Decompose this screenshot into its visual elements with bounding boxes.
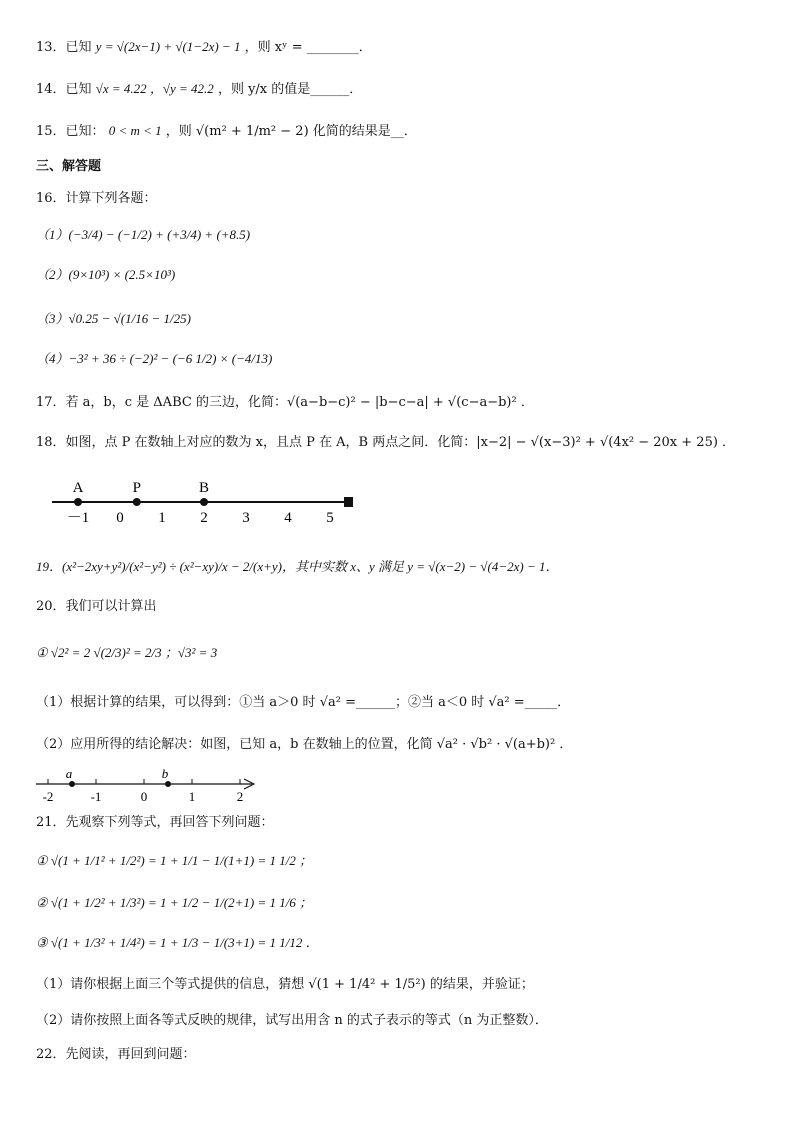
q20-point-label: b	[161, 766, 169, 781]
q20-tick-label: -1	[90, 789, 102, 804]
q14-expression: √x = 4.22 ，√y = 42.2	[95, 81, 214, 96]
q14-prefix: 14．已知	[36, 82, 92, 97]
question-22: 22．先阅读，再回到问题：	[36, 1047, 196, 1062]
q13-expression: y = √(2x−1) + √(1−2x) − 1	[95, 39, 241, 54]
q14-suffix: ，则 y/x 的值是______．	[217, 82, 363, 97]
q20-tick-label: 0	[140, 789, 148, 804]
q18-tick-label: 0	[116, 510, 124, 526]
q18-tick-label: 5	[326, 510, 334, 526]
q20-part-2: （2）应用所得的结论解决：如图，已知 a，b 在数轴上的位置，化简 √a² · √b² · √(a+b)² ．	[36, 737, 573, 752]
q18-point-a	[74, 498, 82, 506]
q20-point-b	[165, 781, 171, 787]
question-16-stem: 16．计算下列各题：	[36, 191, 157, 206]
q18-point-p	[133, 498, 141, 506]
q18-number-line	[40, 470, 370, 530]
question-19: 19．(x²−2xy+y²)/(x²−y²) ÷ (x²−xy)/x − 2/(x+y)，其中实数 x、y 满足 y = √(x−2) − √(4−2x) − 1．	[36, 559, 559, 574]
q20-tick-label: 1	[188, 789, 196, 804]
question-18: 18．如图，点 P 在数轴上对应的数为 x，且点 P 在 A，B 两点之间．化简：|x−2| − √(x−3)² + √(4x² − 20x + 25) ．	[36, 435, 736, 450]
q18-point-b	[200, 498, 208, 506]
q18-point-label: B	[198, 480, 210, 496]
question-15	[36, 122, 417, 141]
q20-point-a	[69, 781, 75, 787]
question-13	[36, 38, 372, 57]
q21-part-1: （1）请你根据上面三个等式提供的信息，猜想 √(1 + 1/4² + 1/5²) 的结果，并验证；	[36, 977, 534, 992]
question-20-stem: 20．我们可以计算出	[36, 599, 157, 614]
q20-tick-label: 2	[236, 789, 244, 804]
question-17: 17．若 a，b，c 是 ΔABC 的三边，化简：√(a−b−c)² − |b−c−a| + √(c−a−b)² ．	[36, 395, 534, 410]
q18-axis-end-marker	[344, 497, 353, 507]
q18-point-label: A	[72, 480, 84, 496]
q15-expression: 0 < m < 1	[108, 123, 162, 138]
q15-prefix: 15．已知：	[36, 124, 105, 139]
question-14	[36, 80, 362, 99]
q16-item-4: （4）−3² + 36 ÷ (−2)² − (−6 1/2) × (−4/13)	[36, 351, 273, 366]
q21-equation-1: ① √(1 + 1/1² + 1/2²) = 1 + 1/1 − 1/(1+1) = 1 1/2 ；	[36, 853, 313, 868]
question-21-stem: 21．先观察下列等式，再回答下列问题：	[36, 815, 274, 830]
q16-item-2: （2）(9×10³) × (2.5×10³)	[36, 267, 176, 282]
q15-suffix: ，则 √(m² + 1/m² − 2) 化简的结果是__．	[165, 124, 417, 139]
q18-tick-label: 1	[158, 510, 166, 526]
q20-part-1: （1）根据计算的结果，可以得到：①当 a＞0 时 √a² =______；②当 a＜0 时 √a² =_____．	[36, 695, 571, 710]
q18-tick-label: 4	[284, 510, 292, 526]
q18-tick-label: 3	[242, 510, 250, 526]
q18-tick-label: 2	[200, 510, 208, 526]
q20-point-label: a	[65, 766, 73, 781]
q16-item-1: （1）(−3/4) − (−1/2) + (+3/4) + (+8.5)	[36, 227, 251, 242]
section-heading: 三、解答题	[36, 159, 102, 174]
q20-number-line	[30, 764, 270, 806]
q21-equation-2: ② √(1 + 1/2² + 1/3²) = 1 + 1/2 − 1/(2+1) = 1 1/6 ；	[36, 895, 313, 910]
q21-equation-3: ③ √(1 + 1/3² + 1/4²) = 1 + 1/3 − 1/(3+1) = 1 1/12 ．	[36, 935, 319, 950]
q20-examples: ① √2² = 2 √(2/3)² = 2/3 ；√3² = 3	[36, 645, 218, 660]
q21-part-2: （2）请你按照上面各等式反映的规律，试写出用含 n 的式子表示的等式（n 为正整数）．	[36, 1013, 548, 1028]
q20-tick-label: -2	[42, 789, 54, 804]
q16-item-3: （3）√0.25 − √(1/16 − 1/25)	[36, 311, 191, 326]
q13-prefix: 13．已知	[36, 40, 92, 55]
q13-suffix: ，则 xʸ = ________．	[244, 40, 372, 55]
q18-tick-label: －1	[66, 510, 90, 526]
q18-point-label: P	[132, 480, 141, 496]
